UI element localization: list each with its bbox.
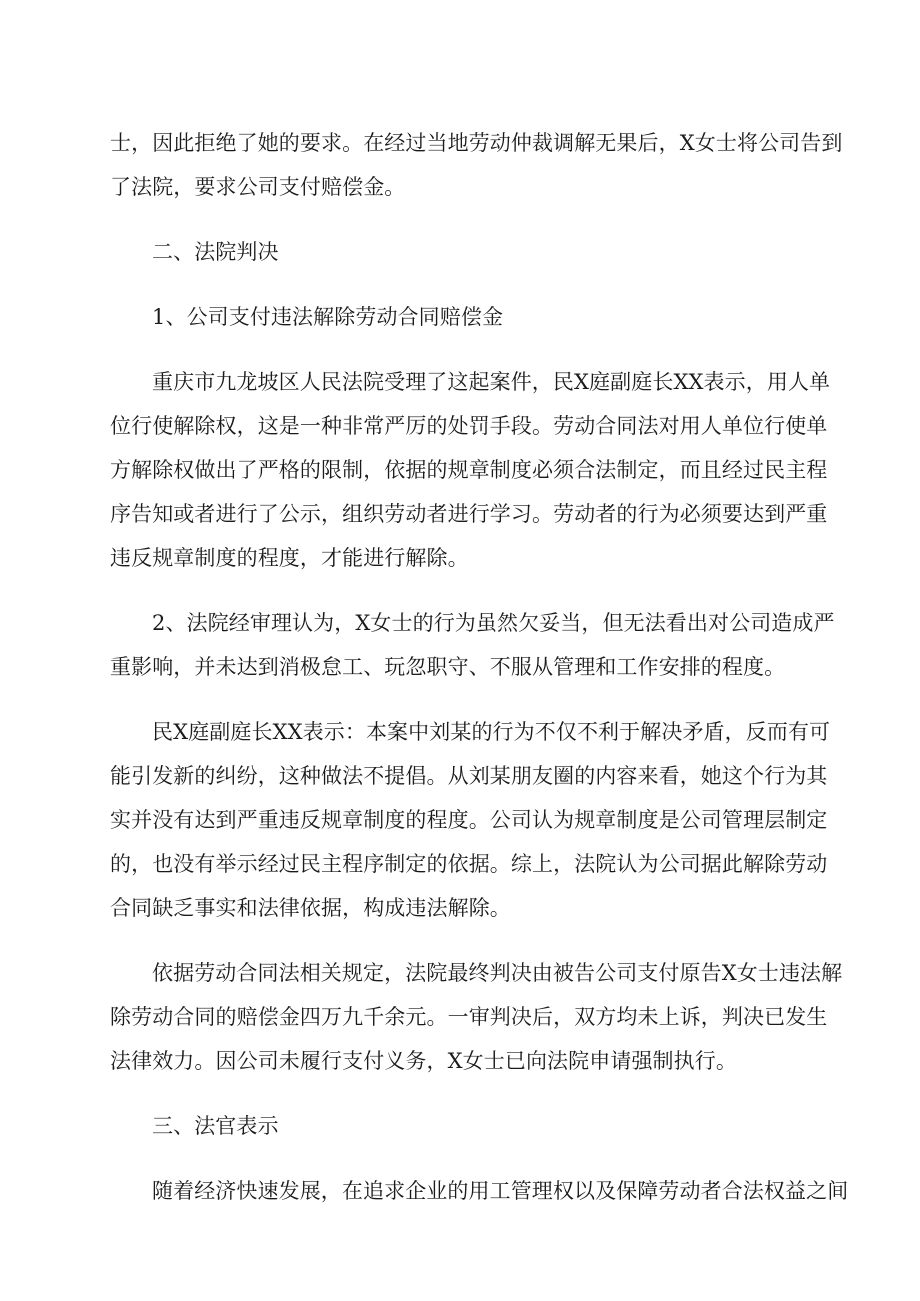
text-line: 除劳动合同的赔偿金四万九千余元。一审判决后，双方均未上诉，判决已发生 — [110, 1005, 828, 1029]
paragraph-p1 — [110, 121, 843, 209]
heading-judge-statement — [110, 1104, 810, 1148]
text-line: 随着经济快速发展，在追求企业的用工管理权以及保障劳动者合法权益之间 — [152, 1179, 849, 1203]
text-line: 违反规章制度的程度，才能进行解除。 — [110, 546, 469, 570]
text-line: 重影响，并未达到消极怠工、玩忽职守、不服从管理和工作安排的程度。 — [110, 655, 786, 679]
section-heading: 二、法院判决 — [152, 240, 279, 264]
text-line: 重庆市九龙坡区人民法院受理了这起案件，民X庭副庭长XX表示，用人单 — [152, 370, 831, 394]
text-line: 2、法院经审理认为，X女士的行为虽然欠妥当，但无法看出对公司造成严 — [152, 611, 835, 635]
text-line: 士，因此拒绝了她的要求。在经过当地劳动仲裁调解无果后，X女士将公司告到 — [110, 131, 843, 155]
subsection-heading: 1、公司支付违法解除劳动合同赔偿金 — [152, 305, 504, 329]
text-line: 序告知或者进行了公示，组织劳动者进行学习。劳动者的行为必须要达到严重 — [110, 502, 828, 526]
text-line: 法律效力。因公司未履行支付义务，X女士已向法院申请强制执行。 — [110, 1049, 737, 1073]
text-line: 依据劳动合同法相关规定，法院最终判决由被告公司支付原告X女士违法解 — [152, 961, 843, 985]
subheading-compensation — [110, 295, 810, 339]
text-line: 的，也没有举示经过民主程序制定的依据。综上，法院认为公司据此解除劳动 — [110, 852, 828, 876]
section-heading: 三、法官表示 — [152, 1114, 279, 1138]
text-line: 了法院，要求公司支付赔偿金。 — [110, 175, 406, 199]
text-line: 能引发新的纠纷，这种做法不提倡。从刘某朋友圈的内容来看，她这个行为其 — [110, 764, 828, 788]
text-line: 民X庭副庭长XX表示：本案中刘某的行为不仅不利于解决矛盾，反而有可 — [152, 720, 831, 744]
paragraph-p5 — [110, 951, 843, 1083]
text-line: 实并没有达到严重违反规章制度的程度。公司认为规章制度是公司管理层制定 — [110, 808, 828, 832]
document-page — [110, 121, 849, 1213]
paragraph-p3 — [110, 601, 835, 689]
text-line: 方解除权做出了严格的限制，依据的规章制度必须合法制定，而且经过民主程 — [110, 458, 828, 482]
paragraph-p2 — [110, 360, 831, 580]
text-line: 合同缺乏事实和法律依据，构成违法解除。 — [110, 896, 511, 920]
paragraph-p6 — [110, 1169, 849, 1213]
heading-court-judgment — [110, 230, 810, 274]
paragraph-p4 — [110, 710, 831, 930]
text-line: 位行使解除权，这是一种非常严厉的处罚手段。劳动合同法对用人单位行使单 — [110, 414, 828, 438]
